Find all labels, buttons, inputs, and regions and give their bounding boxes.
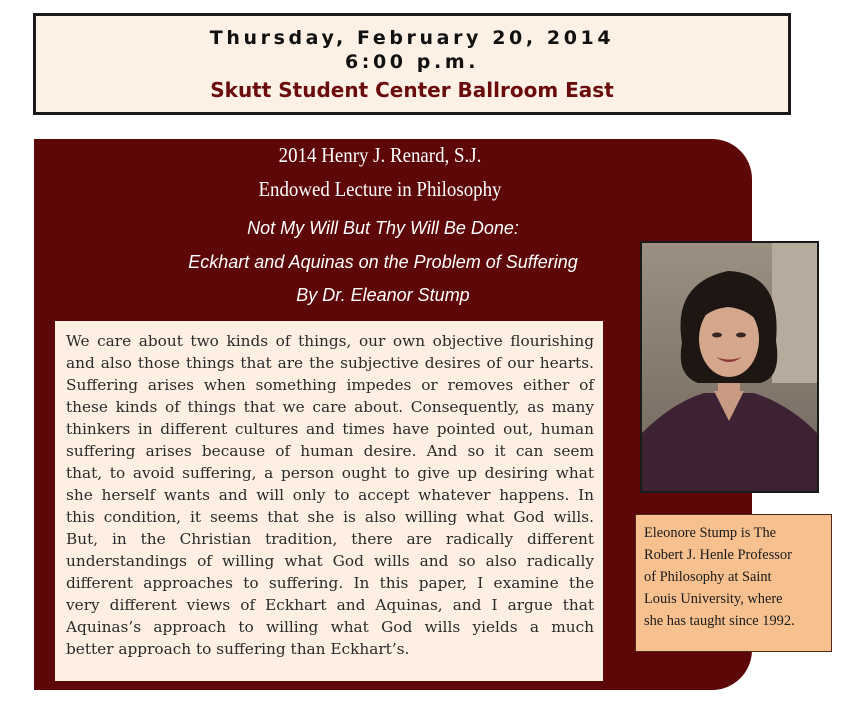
caption-line: Robert J. Henle Professor bbox=[644, 547, 792, 563]
abstract-text bbox=[55, 321, 603, 681]
caption-line: Louis University, where bbox=[644, 591, 783, 607]
abstract-line: better approach to suffering than Eckhart’s. bbox=[66, 640, 410, 658]
caption-line: Eleonore Stump is The bbox=[644, 525, 777, 541]
abstract-line: thinkers in different cultures and times have pointed out, human bbox=[66, 420, 594, 438]
abstract-line: understandings of willing what God wills and so also radically bbox=[66, 552, 594, 570]
abstract-line: these kinds of things that we care about. Consequently, as many bbox=[66, 398, 594, 416]
caption-line: she has taught since 1992. bbox=[644, 613, 795, 629]
talk-title-line2: Eckhart and Aquinas on the Problem of Suffering bbox=[188, 252, 578, 272]
event-time: 6:00 p.m. bbox=[344, 51, 480, 73]
event-venue: Skutt Student Center Ballroom East bbox=[210, 78, 614, 102]
abstract-line: We care about two kinds of things, our own objective flourishing bbox=[66, 332, 594, 350]
abstract-line: But, in the Christian tradition, there are radically different bbox=[66, 530, 594, 548]
abstract-line: and also those things that are the subjective desires of our hearts. bbox=[66, 354, 594, 372]
lecture-title-line2: Endowed Lecture in Philosophy bbox=[258, 177, 502, 201]
abstract-line: very different views of Eckhart and Aquinas, and I argue that bbox=[66, 596, 594, 614]
lecture-title-line1: 2014 Henry J. Renard, S.J. bbox=[278, 143, 482, 167]
speaker-photo bbox=[640, 241, 819, 493]
abstract-line: she herself wants and will only to accept whatever happens. In bbox=[66, 486, 594, 504]
talk-title-line1: Not My Will But Thy Will Be Done: bbox=[247, 218, 519, 238]
caption-line: of Philosophy at Saint bbox=[644, 569, 772, 585]
abstract-line: different approaches to suffering. In this paper, I examine the bbox=[66, 574, 594, 592]
speaker-portrait-illustration bbox=[642, 243, 817, 491]
abstract-line: Suffering arises when something impedes or removes either of bbox=[66, 376, 594, 394]
abstract-line: that, to avoid suffering, a person ought to give up desiring what bbox=[66, 464, 594, 482]
abstract-line: suffering arises because of human desire. And so it can seem bbox=[66, 442, 594, 460]
speaker-byline: By Dr. Eleanor Stump bbox=[296, 285, 470, 305]
event-date: Thursday, February 20, 2014 bbox=[209, 27, 615, 49]
abstract-line: this condition, it seems that she is also willing what God wills. bbox=[66, 508, 594, 526]
speaker-bio-caption bbox=[635, 514, 832, 652]
abstract-line: Aquinas’s approach to willing what God wills yields a much bbox=[66, 618, 594, 636]
event-header bbox=[33, 13, 791, 115]
